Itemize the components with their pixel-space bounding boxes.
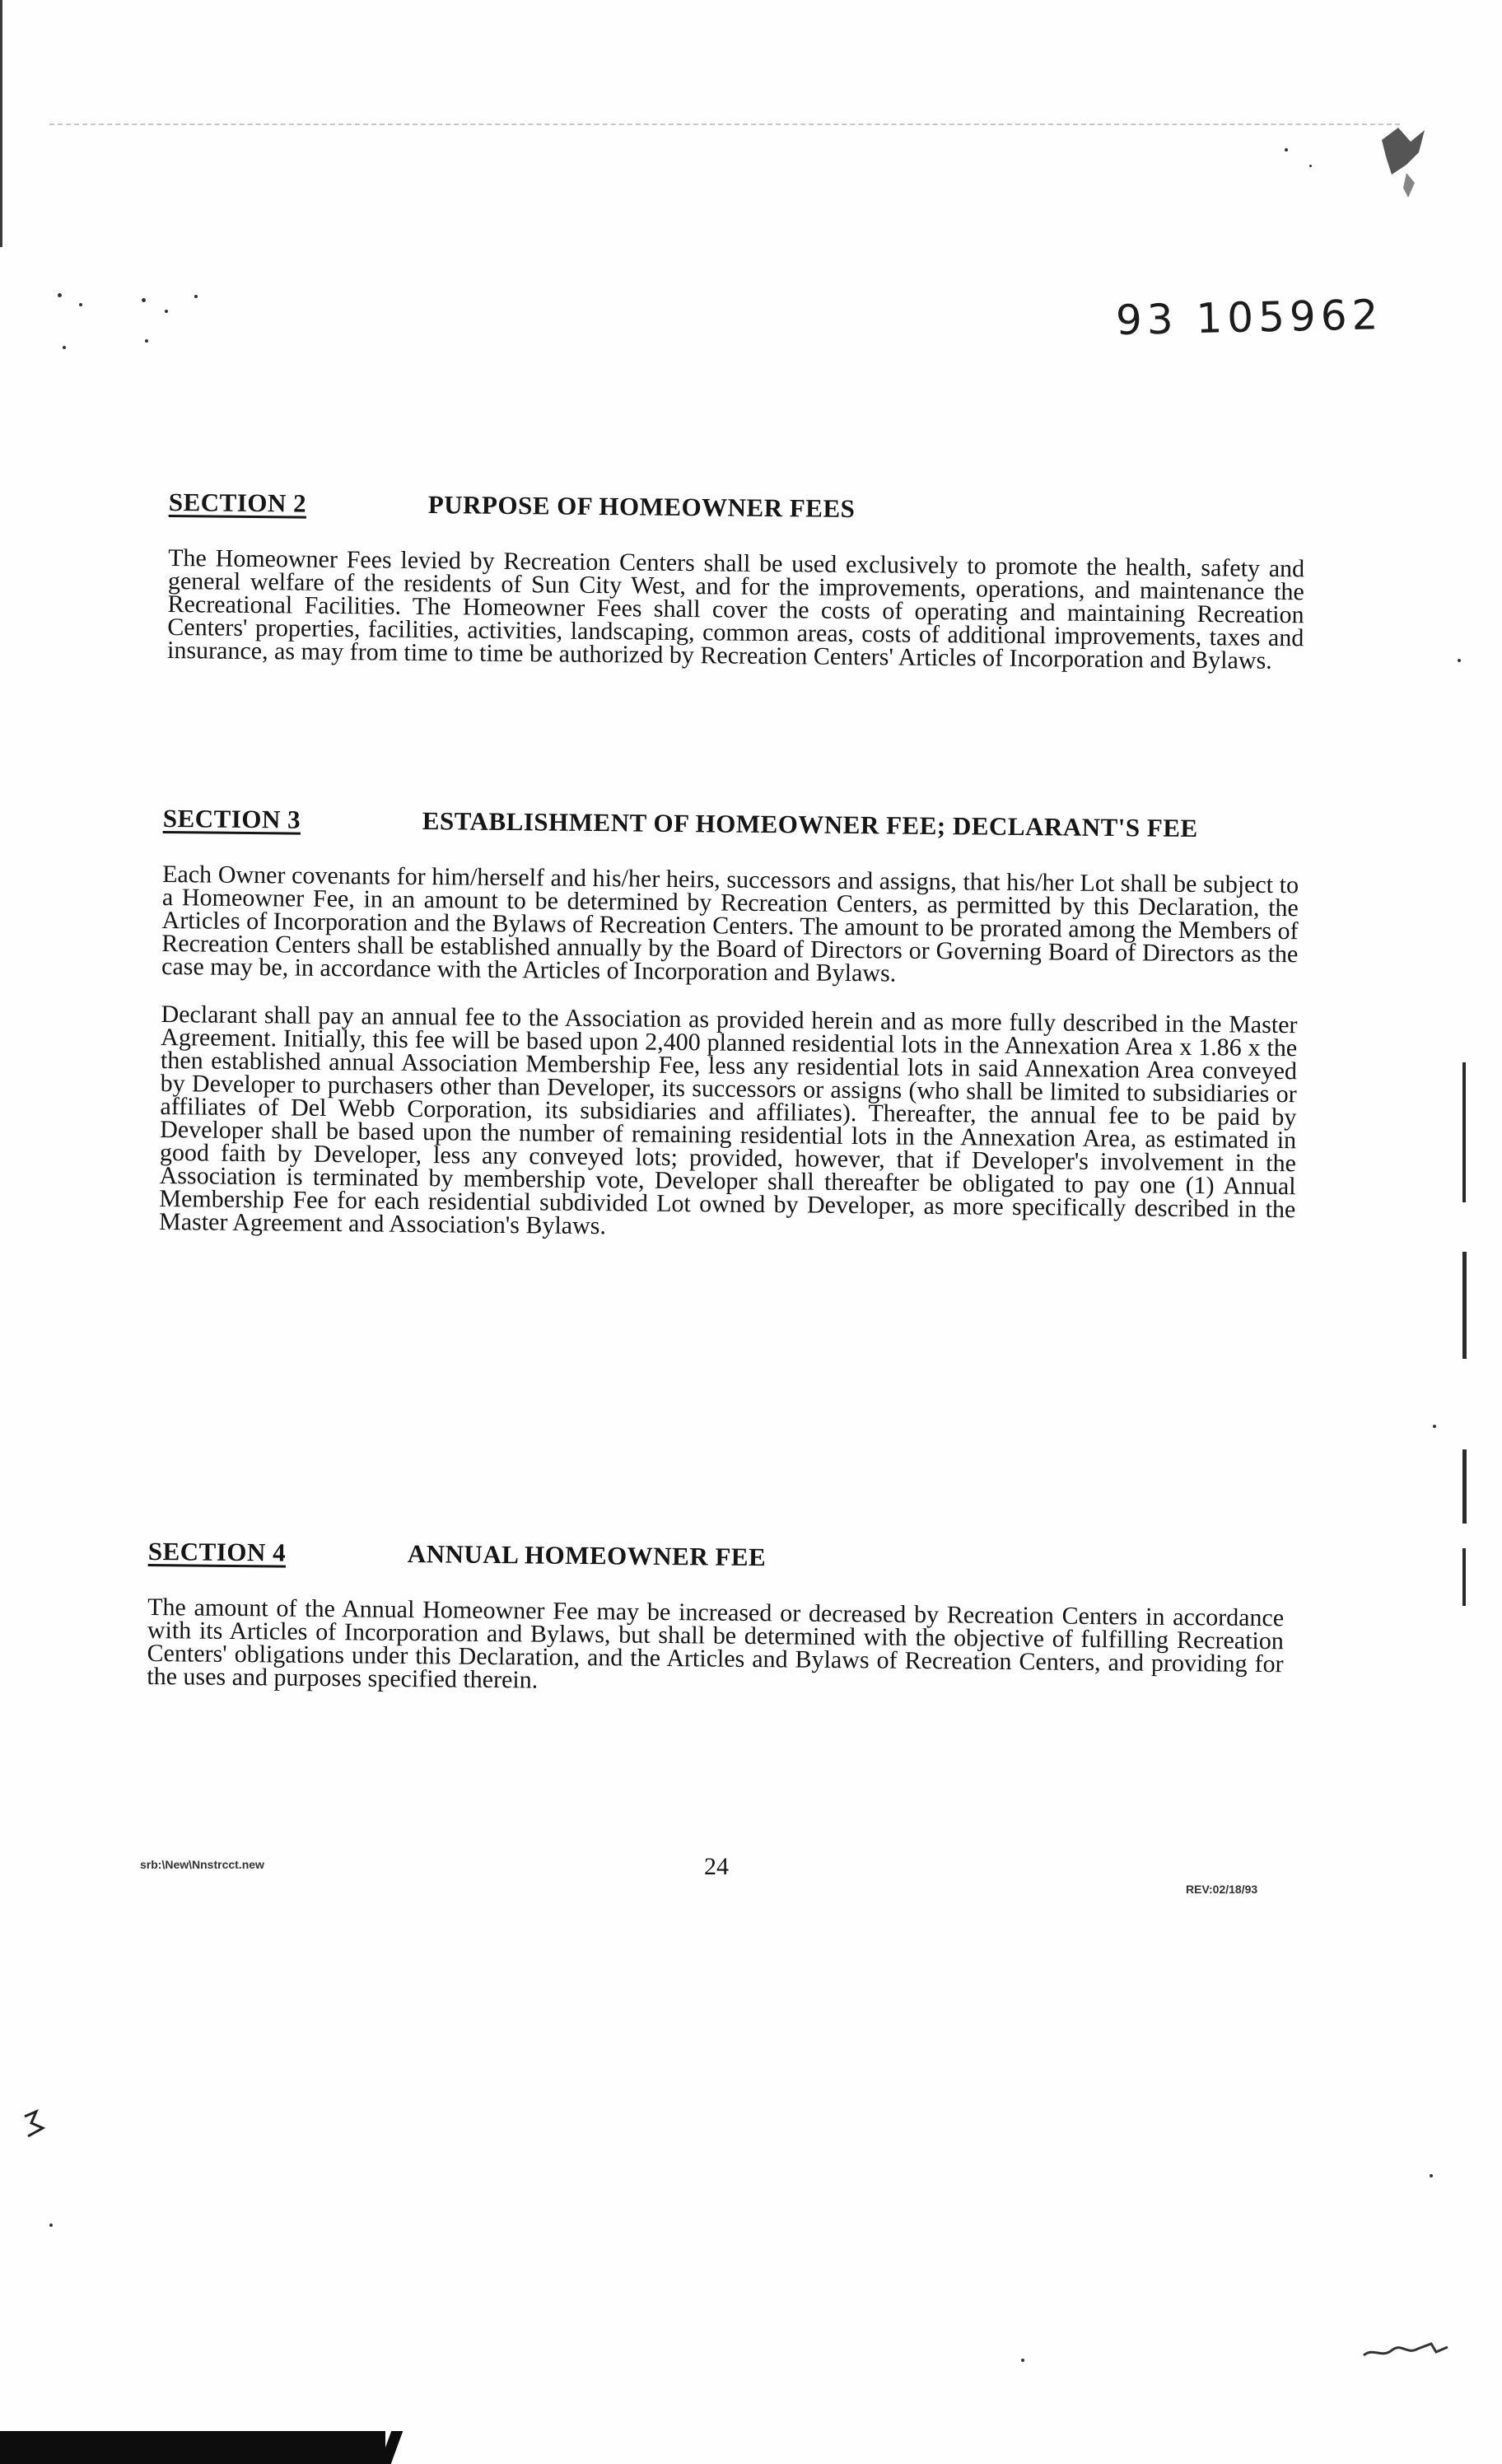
scan-speck xyxy=(1021,2359,1024,2362)
section-title: ESTABLISHMENT OF HOMEOWNER FEE; DECLARANT'S FEE xyxy=(422,806,1198,843)
scan-speck xyxy=(165,310,168,313)
scan-edge-mark xyxy=(1462,1449,1467,1524)
scan-edge-mark xyxy=(1462,1062,1466,1202)
scan-edge-mark xyxy=(1462,1548,1466,1606)
scan-speck xyxy=(79,303,82,306)
scan-bottom-bar xyxy=(0,2431,385,2464)
scan-speck xyxy=(49,2224,53,2227)
section-paragraph: Each Owner covenants for him/herself and his/her heirs, successors and assigns, that his/her Lot shall be subject to a Homeowner Fee, in an amount to be determined by Recreation Centers, as permitted by this Declaration, the Articles of Incorporation and the Bylaws of Recreation Centers. The amount to be prorated among the Members of Recreation Centers shall be established annually by the Board of Directors or Governing Board of Directors as the case may be, in accordance with the Articles of Incorporation and Bylaws. xyxy=(161,860,1299,987)
footer-file-path: srb:\New\Nnstrcct.new xyxy=(140,1858,264,1871)
scan-blot xyxy=(1357,2331,1456,2364)
recording-number: 93 105962 xyxy=(1115,291,1383,344)
section-title: ANNUAL HOMEOWNER FEE xyxy=(407,1539,767,1572)
scan-edge-mark xyxy=(1462,1252,1467,1359)
section-paragraph: Declarant shall pay an annual fee to the Association as provided herein and as more fully described in the Master Agreement. Initially, this fee will be based upon 2,400 planned residential lots in the Annexation Area x 1.86 x the then established annual Association Membership Fee, less any residential lots in said Annexation Area conveyed by Developer to purchasers other than Developer, its successors or assigns (who shall be limited to subsidiaries or affiliates of Del Webb Corporation, its subsidiaries and affiliates). Thereafter, the annual fee to be paid by Developer shall be based upon the number of remaining residential lots in the Annexation Area, as estimated in good faith by Developer, less any conveyed lots; provided, however, that if Developer's involvement in the Association is terminated by membership vote, Developer shall thereafter be obligated to pay one (1) Annual Membership Fee for each residential subdivided Lot owned by Developer, as more specifically described in the Master Agreement and Association's Bylaws. xyxy=(158,1000,1298,1240)
scan-speck xyxy=(1458,659,1461,662)
scan-speck xyxy=(1430,2174,1433,2177)
scan-speck xyxy=(63,346,66,349)
section-2 xyxy=(167,488,1305,673)
section-title: PURPOSE OF HOMEOWNER FEES xyxy=(427,490,856,524)
section-label: SECTION 2 xyxy=(168,488,307,518)
scan-speck xyxy=(145,339,148,343)
scan-edge-artifact xyxy=(0,0,2,247)
scan-speck xyxy=(1309,165,1312,167)
scan-blot xyxy=(1374,124,1431,206)
scan-speck xyxy=(1285,148,1288,152)
scan-speck xyxy=(1433,1425,1436,1428)
scan-dash-artifact xyxy=(49,124,1400,125)
section-label: SECTION 4 xyxy=(147,1537,287,1567)
section-paragraph: The amount of the Annual Homeowner Fee may be increased or decreased by Recreation Centers in accordance with its Articles of Incorporation and Bylaws, but shall be determined with the objective of fulfilling Recreation Centers' obligations under this Declaration, and the Articles and Bylaws of Recreation Centers, and providing for the uses and purposes specified therein. xyxy=(147,1593,1285,1694)
scan-speck xyxy=(58,293,62,297)
scan-speck xyxy=(142,298,146,302)
section-paragraph: The Homeowner Fees levied by Recreation Centers shall be used exclusively to promote the health, safety and general welfare of the residents of Sun City West, and for the improvements, operations, and maintenance the Recreational Facilities. The Homeowner Fees shall cover the costs of operating and maintaining Recreation Centers' properties, facilities, activities, landscaping, common areas, costs of additional improvements, taxes and insurance, as may from time to time be authorized by Recreation Centers' Articles of Incorporation and Bylaws. xyxy=(166,544,1305,674)
footer-page-number: 24 xyxy=(704,1853,729,1880)
section-label: SECTION 3 xyxy=(162,804,301,834)
scan-mark xyxy=(18,2108,51,2141)
section-4 xyxy=(147,1537,1285,1699)
footer-revision: REV:02/18/93 xyxy=(1186,1883,1258,1896)
section-3 xyxy=(159,804,1299,1244)
scan-speck xyxy=(194,295,198,298)
